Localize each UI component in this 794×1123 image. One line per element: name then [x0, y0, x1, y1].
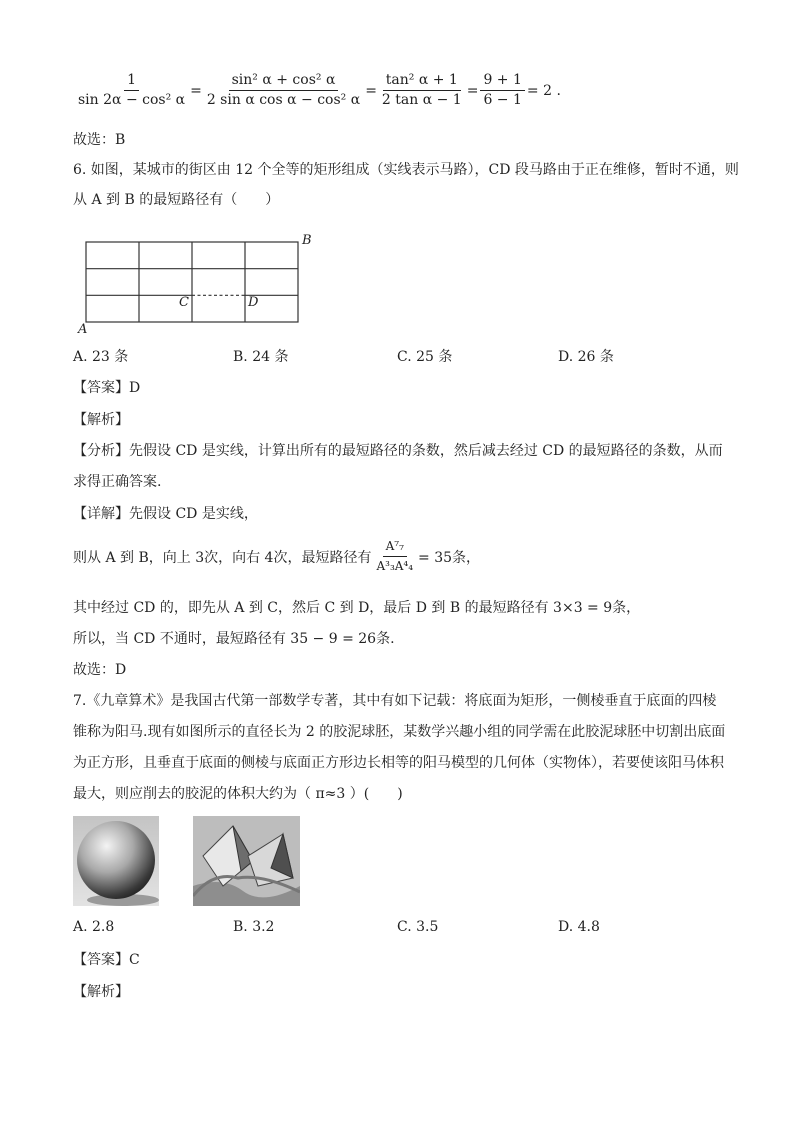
q7-option-a: A. 2.8 [73, 919, 115, 935]
fraction-1-numerator: 1 [124, 72, 139, 91]
q6-fenxi-line2: 求得正确答案. [73, 474, 162, 490]
fraction-3 [379, 72, 465, 109]
fraction-1-denominator: sin 2α − cos² α [78, 92, 186, 108]
clay-sphere-photo [73, 816, 159, 906]
q7-text-line3: 为正方形，且垂直于底面的侧棱与底面正方形边长相等的阳马模型的几何体（实物体），若要使该阳马体积 [73, 755, 724, 771]
fraction-4-denominator: 6 − 1 [483, 92, 522, 108]
label-d: D [248, 295, 259, 310]
q6-calc-denominator: A³₃A⁴₄ [376, 559, 414, 573]
q6-calc-suffix: = 35条， [418, 549, 481, 566]
fraction-2 [204, 72, 363, 109]
equals-2: = [365, 82, 377, 99]
clay-sphere-svg [73, 816, 159, 906]
q6-calc-prefix: 则从 A 到 B，向上 3次，向右 4次，最短路径有 [73, 549, 372, 566]
q7-text-line2: 锥称为阳马.现有如图所示的直径长为 2 的胶泥球胚，某数学兴趣小组的同学需在此胶泥球胚中切割出底面 [73, 724, 726, 740]
yangma-model-photo [193, 816, 300, 906]
q7-text-line4: 最大，则应削去的胶泥的体积大约为（ π≈3 ）( ) [73, 786, 403, 802]
q6-calc-numerator: A⁷₇ [383, 538, 407, 557]
q7-answer: 【答案】C [73, 952, 140, 968]
q6-option-c: C. 25 条 [397, 349, 453, 365]
label-c: C [179, 295, 189, 310]
q7-text-line1: 7.《九章算术》是我国古代第一部数学专著，其中有如下记载：将底面为矩形，一侧棱垂直于底面的四棱 [73, 693, 717, 709]
street-grid-svg [72, 230, 322, 340]
q5-answer: 故选：B [73, 132, 126, 148]
equals-3: = [466, 82, 479, 99]
q6-answer: 【答案】D [73, 380, 141, 396]
formula-top [73, 72, 561, 109]
q6-fenxi-line1: 【分析】先假设 CD 是实线，计算出所有的最短路径的条数，然后减去经过 CD 的最短路径的条数，从而 [73, 443, 723, 459]
q6-calc-fraction [373, 538, 416, 575]
label-b: B [302, 233, 312, 248]
q6-option-b: B. 24 条 [233, 349, 289, 365]
label-a: A [78, 322, 88, 337]
q7-option-c: C. 3.5 [397, 919, 439, 935]
fraction-4 [480, 72, 524, 109]
yangma-model-svg [193, 816, 300, 906]
equals-1: = [190, 82, 202, 99]
q7-analysis-head: 【解析】 [73, 984, 129, 1000]
q6-option-a: A. 23 条 [73, 349, 129, 365]
q6-through-cd: 其中经过 CD 的，即先从 A 到 C，然后 C 到 D，最后 D 到 B 的最短路径有 3×3 = 9条， [73, 600, 641, 616]
q6-analysis-head: 【解析】 [73, 412, 129, 428]
q7-option-b: B. 3.2 [233, 919, 275, 935]
q6-conclusion: 所以，当 CD 不通时，最短路径有 35 − 9 = 26条. [73, 631, 395, 647]
fraction-2-numerator: sin² α + cos² α [229, 72, 339, 91]
fraction-1 [75, 72, 188, 109]
formula-result: = 2 . [526, 82, 561, 99]
q6-xiangjie: 【详解】先假设 CD 是实线， [73, 506, 258, 522]
q6-text-line2: 从 A 到 B 的最短路径有（ ） [73, 192, 280, 208]
street-grid-diagram [72, 230, 322, 340]
q6-text-line1: 6. 如图，某城市的街区由 12 个全等的矩形组成（实线表示马路），CD 段马路由于正在维修，暂时不通，则 [73, 162, 739, 178]
fraction-2-denominator: 2 sin α cos α − cos² α [206, 92, 361, 108]
fraction-3-denominator: 2 tan α − 1 [381, 92, 462, 108]
q6-choose: 故选：D [73, 662, 127, 678]
fraction-3-numerator: tan² α + 1 [383, 72, 461, 91]
q7-option-d: D. 4.8 [558, 919, 600, 935]
q6-option-d: D. 26 条 [558, 349, 614, 365]
q6-calc-line [73, 538, 480, 575]
fraction-4-numerator: 9 + 1 [480, 72, 524, 91]
